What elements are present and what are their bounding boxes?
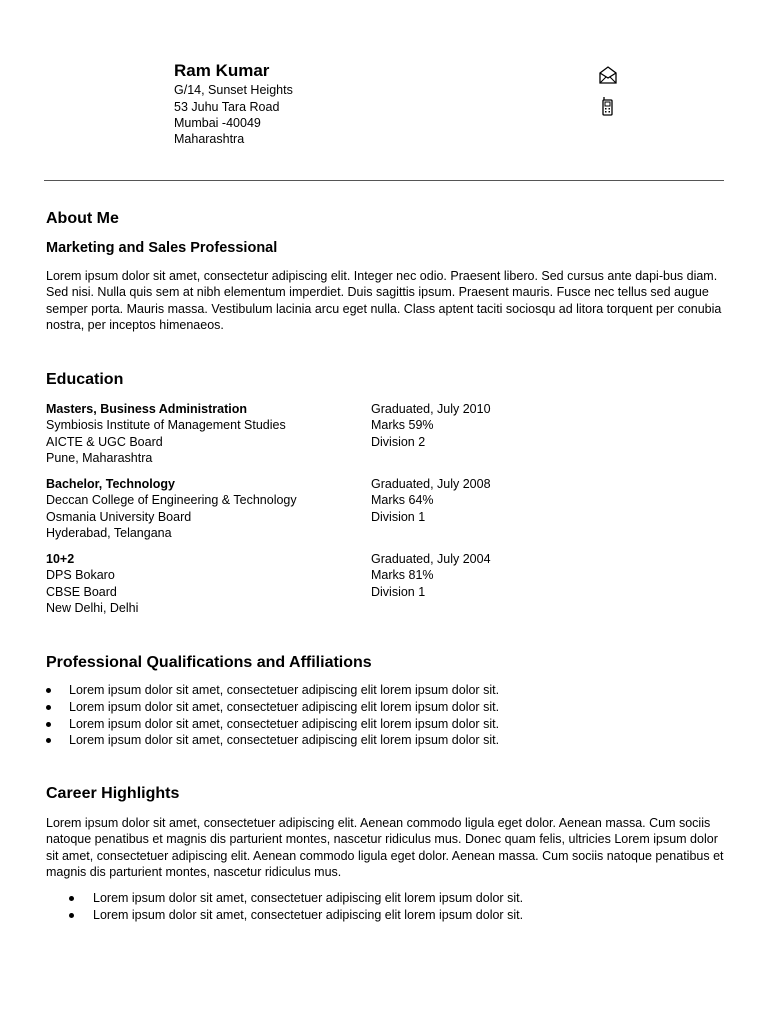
- qualifications-heading: Professional Qualifications and Affiliations: [46, 654, 372, 671]
- list-item: [46, 682, 499, 699]
- bullet-icon: [69, 896, 74, 901]
- education-marks: Marks 59%: [371, 418, 434, 433]
- career-list: [69, 890, 523, 924]
- qualifications-list: [46, 682, 499, 749]
- education-entry: [46, 401, 366, 466]
- education-entry: [46, 476, 366, 541]
- education-board: CBSE Board: [46, 584, 117, 599]
- education-heading: Education: [46, 371, 124, 388]
- education-degree: 10+2: [46, 552, 75, 566]
- bullet-icon: [46, 722, 51, 727]
- about-subheading: Marketing and Sales Professional: [46, 240, 278, 256]
- list-item-text: Lorem ipsum dolor sit amet, consectetuer adipiscing elit lorem ipsum dolor sit.: [69, 716, 500, 731]
- education-marks: Marks 64%: [371, 493, 434, 508]
- list-item: [69, 890, 523, 907]
- education-degree: Bachelor, Technology: [46, 477, 175, 491]
- education-board: AICTE & UGC Board: [46, 434, 163, 449]
- education-location: Pune, Maharashtra: [46, 450, 153, 465]
- mobile-phone-icon[interactable]: [598, 96, 618, 116]
- candidate-name: Ram Kumar: [174, 61, 270, 80]
- education-institution: Deccan College of Engineering & Technology: [46, 493, 297, 508]
- education-entry: [46, 551, 366, 616]
- career-heading: Career Highlights: [46, 785, 180, 802]
- education-location: New Delhi, Delhi: [46, 600, 139, 615]
- bullet-icon: [69, 913, 74, 918]
- education-graduated: Graduated, July 2010: [371, 402, 491, 416]
- education-location: Hyderabad, Telangana: [46, 525, 172, 540]
- envelope-icon[interactable]: [598, 65, 618, 85]
- education-details: [371, 401, 671, 450]
- bullet-icon: [46, 738, 51, 743]
- list-item-text: Lorem ipsum dolor sit amet, consectetuer adipiscing elit lorem ipsum dolor sit.: [93, 891, 524, 905]
- education-marks: Marks 81%: [371, 568, 434, 583]
- education-details: [371, 551, 671, 600]
- address-line-1: G/14, Sunset Heights: [174, 83, 293, 97]
- education-board: Osmania University Board: [46, 509, 192, 524]
- career-text: Lorem ipsum dolor sit amet, consectetuer adipiscing elit. Aenean commodo ligula eget dolor. Aenean massa. Cum sociis natoque penatibus et magnis dis parturient montes, nascetur ridiculus mus. Donec quam felis, ultricies Lorem ipsum dolor sit amet, consectetuer adipiscing elit. Aenean commodo ligula eget dolor. Aenean massa. Cum sociis natoque penatibus et magnis dis parturient montes, nascetur ridiculus mus.: [46, 816, 724, 880]
- education-division: Division 2: [371, 434, 426, 449]
- address-line-3: Mumbai -40049: [174, 116, 261, 130]
- list-item: [46, 716, 499, 733]
- list-item-text: Lorem ipsum dolor sit amet, consectetuer adipiscing elit lorem ipsum dolor sit.: [69, 683, 500, 697]
- education-institution: DPS Bokaro: [46, 568, 115, 583]
- bullet-icon: [46, 688, 51, 693]
- education-graduated: Graduated, July 2004: [371, 552, 491, 566]
- education-degree: Masters, Business Administration: [46, 402, 247, 416]
- address-line-4: Maharashtra: [174, 132, 245, 146]
- header-divider: [44, 180, 724, 181]
- list-item: [69, 907, 523, 924]
- list-item: [46, 732, 499, 749]
- education-institution: Symbiosis Institute of Management Studies: [46, 418, 286, 433]
- education-division: Division 1: [371, 509, 426, 524]
- list-item-text: Lorem ipsum dolor sit amet, consectetuer adipiscing elit lorem ipsum dolor sit.: [93, 907, 524, 922]
- education-details: [371, 476, 671, 525]
- bullet-icon: [46, 705, 51, 710]
- address-line-2: 53 Juhu Tara Road: [174, 100, 280, 114]
- list-item-text: Lorem ipsum dolor sit amet, consectetuer adipiscing elit lorem ipsum dolor sit.: [69, 699, 500, 714]
- list-item-text: Lorem ipsum dolor sit amet, consectetuer adipiscing elit lorem ipsum dolor sit.: [69, 733, 500, 748]
- education-graduated: Graduated, July 2008: [371, 477, 491, 491]
- education-division: Division 1: [371, 584, 426, 599]
- list-item: [46, 699, 499, 716]
- about-text: Lorem ipsum dolor sit amet, consectetur adipiscing elit. Integer nec odio. Praesent libero. Sed cursus ante dapi-bus diam. Sed nisi. Nulla quis sem at nibh elementum imperdiet. Duis sagittis ipsum. Praesent mauris. Fusce nec tellus sed augue semper porta. Mauris massa. Vestibulum lacinia arcu eget nulla. Class aptent taciti sociosqu ad litora torquent per conubia nostra, per inceptos himenaeos.: [46, 269, 722, 333]
- about-heading: About Me: [46, 210, 119, 227]
